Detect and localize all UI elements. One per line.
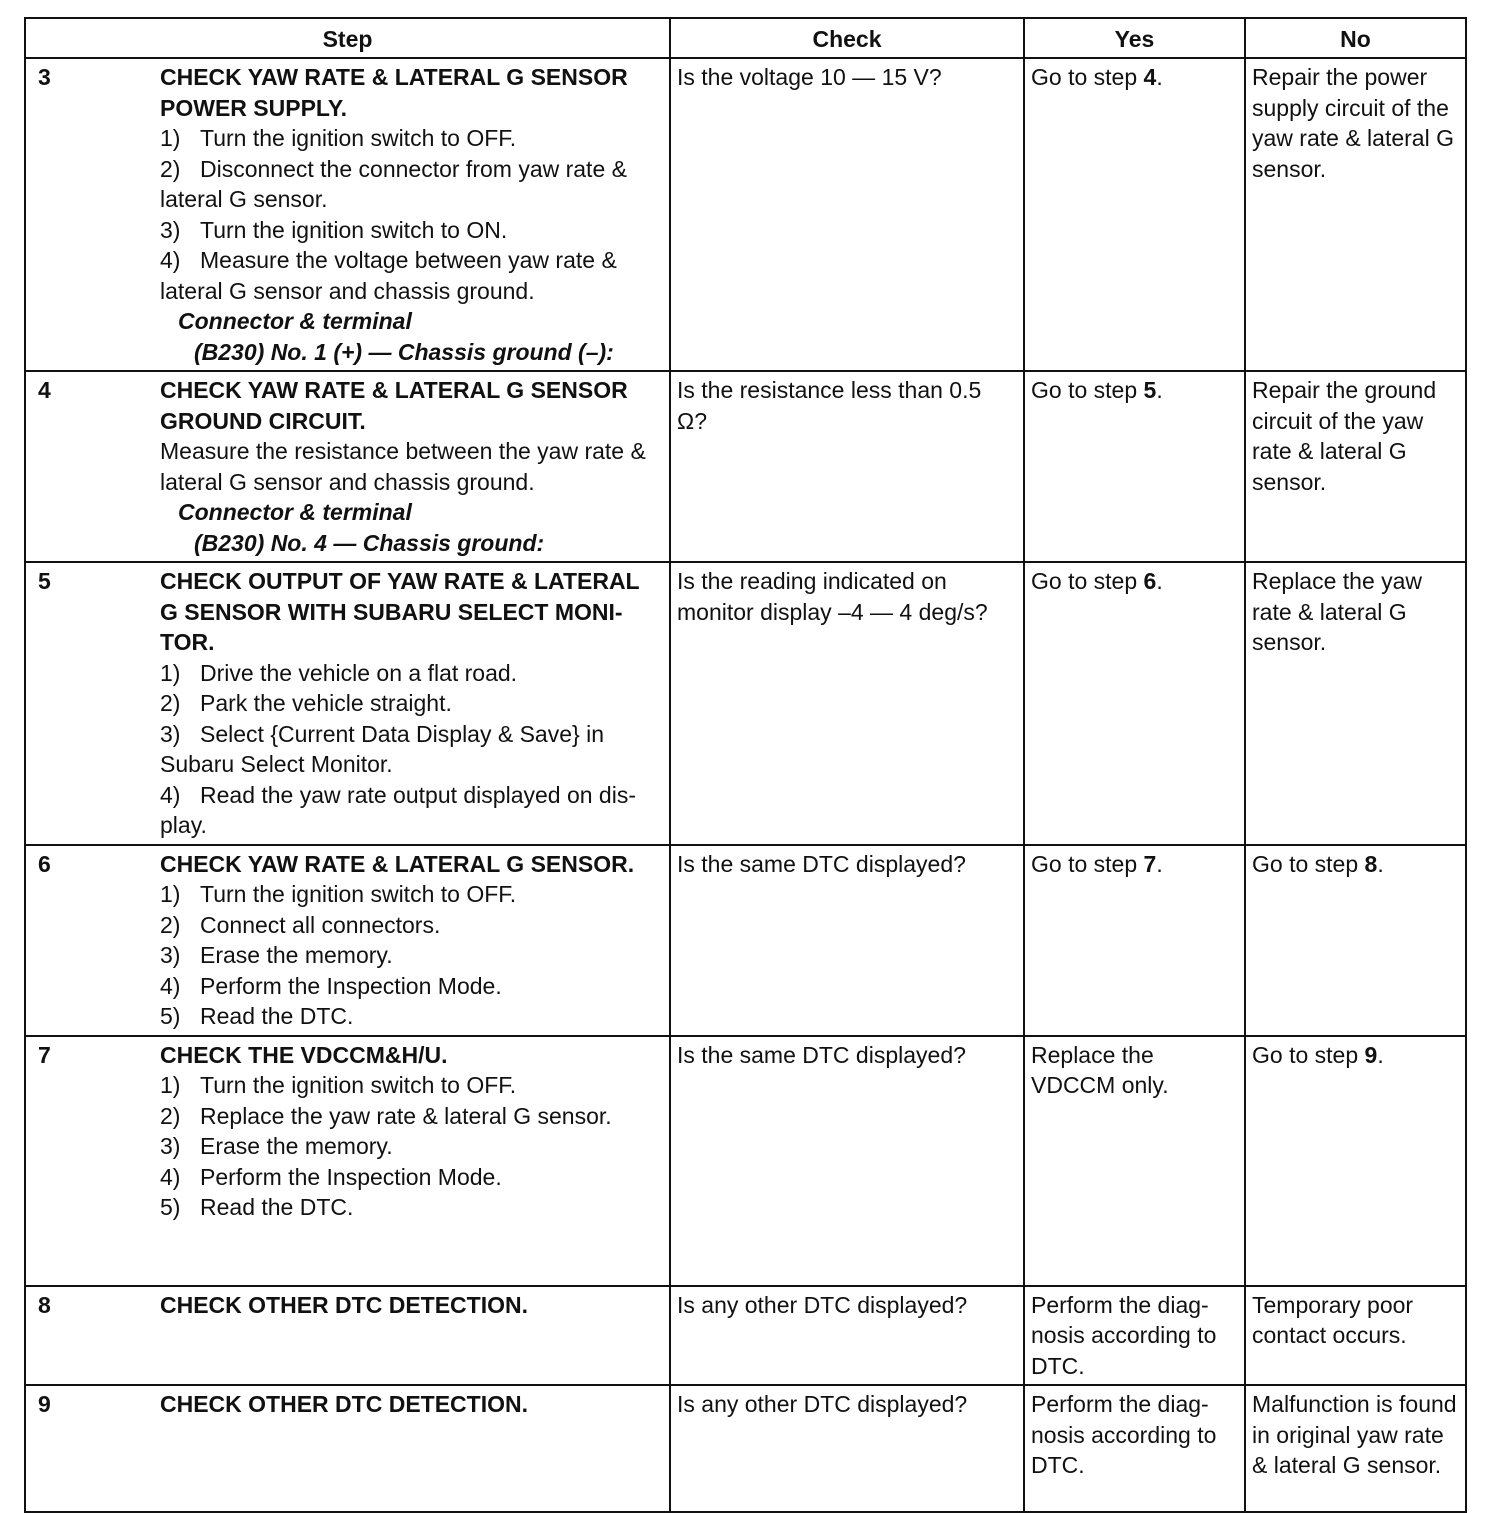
yes-cell: Replace the VDCCM only. [1024, 1036, 1245, 1286]
procedure-line: 2) Disconnect the connector from yaw rate & [160, 155, 627, 182]
procedure-line: 1) Turn the ignition switch to OFF. [160, 125, 517, 151]
step-title: CHECK OTHER DTC DETECTION. [160, 1291, 528, 1318]
step-cell [25, 58, 670, 371]
procedure-line: 3) Erase the memory. [160, 942, 393, 968]
step-number: 6 [38, 850, 51, 877]
table-row [25, 58, 1466, 371]
connector-label: Connector & terminal [178, 499, 412, 525]
procedure-line: lateral G sensor and chassis ground. [160, 468, 535, 495]
procedure-line: 2) Connect all connectors. [160, 911, 441, 938]
step-cell [25, 1036, 670, 1286]
procedure-line: 3) Erase the memory. [160, 1133, 393, 1159]
procedure-line: play. [160, 812, 207, 838]
no-cell: Malfunction is found in original yaw rate & lateral G sensor. [1245, 1385, 1466, 1512]
step-number: 8 [38, 1291, 51, 1318]
step-title: TOR. [160, 629, 215, 655]
check-cell: Is the same DTC displayed? [670, 1036, 1024, 1286]
table-row [25, 371, 1466, 562]
check-cell: Is the same DTC displayed? [670, 845, 1024, 1036]
procedure-line: lateral G sensor and chassis ground. [160, 277, 535, 304]
no-cell: Replace the yaw rate & lateral G sensor. [1245, 562, 1466, 845]
procedure-line: 2) Park the vehicle straight. [160, 690, 452, 716]
procedure-line: 4) Perform the Inspection Mode. [160, 1163, 502, 1190]
no-cell: Temporary poor contact occurs. [1245, 1286, 1466, 1386]
procedure-line: lateral G sensor. [160, 186, 328, 212]
step-number: 4 [38, 377, 51, 403]
yes-cell: Perform the diag- nosis according to DTC. [1024, 1286, 1245, 1386]
procedure-line: 4) Measure the voltage between yaw rate & [160, 247, 617, 273]
step-title: CHECK YAW RATE & LATERAL G SENSOR [160, 64, 628, 90]
terminal-spec: (B230) No. 4 — Chassis ground: [194, 529, 545, 556]
procedure-line: 2) Replace the yaw rate & lateral G sensor. [160, 1102, 612, 1129]
step-title: CHECK YAW RATE & LATERAL G SENSOR. [160, 850, 635, 877]
check-cell: Is the reading indicated on monitor display –4 — 4 deg/s? [670, 562, 1024, 845]
yes-cell: Go to step 7. [1024, 845, 1245, 1036]
step-title: CHECK OUTPUT OF YAW RATE & LATERAL [160, 568, 640, 594]
no-cell: Go to step 8. [1245, 845, 1466, 1036]
no-cell: Repair the ground circuit of the yaw rate & lateral G sensor. [1245, 371, 1466, 562]
header-step: Step [25, 18, 670, 58]
step-cell [25, 371, 670, 562]
procedure-line: 4) Perform the Inspection Mode. [160, 972, 502, 999]
step-number: 3 [38, 64, 51, 90]
step-number: 9 [38, 1391, 51, 1417]
yes-cell: Go to step 4. [1024, 58, 1245, 371]
check-cell: Is any other DTC displayed? [670, 1385, 1024, 1512]
no-cell: Go to step 9. [1245, 1036, 1466, 1286]
step-title: GROUND CIRCUIT. [160, 407, 366, 434]
step-cell [25, 562, 670, 845]
header-check: Check [670, 18, 1024, 58]
procedure-line: Subaru Select Monitor. [160, 751, 393, 777]
procedure-line: 5) Read the DTC. [160, 1003, 354, 1029]
terminal-spec: (B230) No. 1 (+) — Chassis ground (–): [194, 338, 614, 365]
check-cell: Is any other DTC displayed? [670, 1286, 1024, 1386]
yes-cell: Perform the diag- nosis according to DTC. [1024, 1385, 1245, 1512]
header-row [25, 18, 1466, 58]
table-row [25, 1385, 1466, 1512]
yes-cell: Go to step 6. [1024, 562, 1245, 845]
step-title: POWER SUPPLY. [160, 94, 348, 121]
procedure-line: 5) Read the DTC. [160, 1194, 354, 1220]
step-title: G SENSOR WITH SUBARU SELECT MONI- [160, 598, 623, 625]
check-cell: Is the voltage 10 — 15 V? [670, 58, 1024, 371]
table-row [25, 1286, 1466, 1386]
procedure-line: 1) Turn the ignition switch to OFF. [160, 881, 517, 907]
header-yes: Yes [1024, 18, 1245, 58]
step-number: 7 [38, 1041, 51, 1068]
diagnostic-table [24, 17, 1467, 1513]
step-cell [25, 845, 670, 1036]
procedure-line: 1) Drive the vehicle on a flat road. [160, 659, 518, 686]
connector-label: Connector & terminal [178, 308, 412, 334]
table-row [25, 1036, 1466, 1286]
procedure-line: Measure the resistance between the yaw rate & [160, 438, 646, 464]
step-title: CHECK YAW RATE & LATERAL G SENSOR [160, 377, 628, 403]
procedure-line: 3) Turn the ignition switch to ON. [160, 216, 508, 243]
step-title: CHECK OTHER DTC DETECTION. [160, 1391, 528, 1417]
header-no: No [1245, 18, 1466, 58]
table-row [25, 562, 1466, 845]
procedure-line: 1) Turn the ignition switch to OFF. [160, 1072, 517, 1098]
procedure-line: 3) Select {Current Data Display & Save} in [160, 720, 604, 747]
yes-cell: Go to step 5. [1024, 371, 1245, 562]
step-cell [25, 1286, 670, 1386]
step-cell [25, 1385, 670, 1512]
no-cell: Repair the power supply circuit of the yaw rate & lateral G sensor. [1245, 58, 1466, 371]
step-title: CHECK THE VDCCM&H/U. [160, 1041, 448, 1068]
procedure-line: 4) Read the yaw rate output displayed on dis- [160, 781, 636, 808]
table-row [25, 845, 1466, 1036]
check-cell: Is the resistance less than 0.5 Ω? [670, 371, 1024, 562]
step-number: 5 [38, 568, 51, 594]
